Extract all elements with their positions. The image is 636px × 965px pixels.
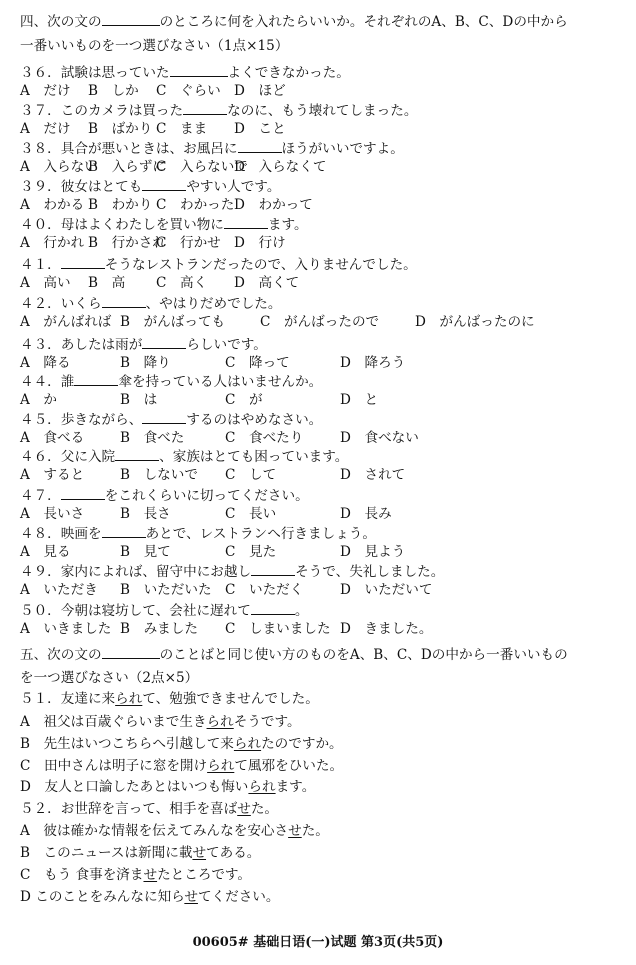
- answer-blank: [251, 564, 295, 576]
- q52-option-a: A 彼は確かな情報を伝えてみんなを安心させた。: [20, 823, 329, 839]
- question-stem: [20, 336, 267, 354]
- option-b: B いただいた: [120, 582, 212, 598]
- stem-text: なのに、もう壊れてしまった。: [227, 103, 418, 119]
- q52-option-b: B このニュースは新聞に載せてある。: [20, 845, 261, 861]
- option-c: C して: [225, 467, 277, 483]
- option-a: A 行かれ: [20, 235, 85, 251]
- stem-text: そうで、失礼しました。: [295, 564, 445, 580]
- answer-blank: [115, 449, 159, 461]
- option-c: C いただく: [225, 582, 304, 598]
- stem-text: ４８．映画を: [20, 526, 102, 542]
- question-stem: [20, 64, 350, 82]
- stem-text: 、やはりだめでした。: [145, 296, 282, 312]
- option-d: D ほど: [234, 83, 286, 99]
- option-b: B がんばっても: [120, 314, 226, 330]
- option-d: D されて: [340, 467, 406, 483]
- stem-text: ３６．試験は思っていた: [20, 65, 170, 81]
- option-a: A がんばれば: [20, 314, 112, 330]
- option-d: D と: [340, 392, 379, 408]
- option-a: A わかる: [20, 197, 85, 213]
- option-b: B しか: [88, 83, 139, 99]
- stem-text: ４９．家内によれば、留守中にお越し: [20, 564, 252, 580]
- option-c: C まま: [156, 121, 208, 137]
- option-a: A 食べる: [20, 430, 85, 446]
- stem-text: 。: [294, 603, 309, 619]
- option-b: B 食べた: [120, 430, 185, 446]
- q51-option-c: C 田中さんは明子に窓を開けられて風邪をひいた。: [20, 758, 344, 774]
- stem-text: らしいです。: [186, 337, 267, 353]
- answer-blank: [142, 337, 186, 349]
- option-b: B わかり: [88, 197, 153, 213]
- stem-text: ４３．あしたは雨が: [20, 337, 143, 353]
- answer-blank: [61, 257, 105, 269]
- answer-blank: [224, 217, 268, 229]
- option-a: A 降る: [20, 355, 71, 371]
- option-c: C しまいました: [225, 621, 331, 637]
- option-c: C ぐらい: [156, 83, 221, 99]
- option-d: D 見よう: [340, 544, 406, 560]
- option-c: C 見た: [225, 544, 277, 560]
- text: 五、次の文の: [20, 647, 102, 663]
- option-d: D 食べない: [340, 430, 419, 446]
- section4-header-line2: 一番いいものを一つ選びなさい（1点×15）: [20, 38, 289, 54]
- option-d: D 行け: [234, 235, 286, 251]
- question-stem: [20, 178, 280, 196]
- option-c: C 入らないで: [156, 159, 248, 175]
- option-b: B 長さ: [120, 506, 171, 522]
- option-d: D わかって: [234, 197, 313, 213]
- page-footer: 00605# 基础日语(一)试题 第3页(共5页): [192, 935, 444, 950]
- option-b: B 見て: [120, 544, 171, 560]
- option-d: D 降ろう: [340, 355, 406, 371]
- section5-header-line1: [20, 646, 568, 664]
- q52-option-d: D このことをみんなに知らせてください。: [20, 889, 280, 905]
- option-b: B 行かされ: [88, 235, 166, 251]
- question-stem: [20, 525, 376, 543]
- stem-text: ４２．いくら: [20, 296, 102, 312]
- question-stem: [20, 295, 282, 313]
- section4-header-line1: [20, 13, 568, 31]
- option-a: A か: [20, 392, 58, 408]
- option-d: D こと: [234, 121, 286, 137]
- question-stem: [20, 140, 404, 158]
- option-b: B しないで: [120, 467, 198, 483]
- question-stem: [20, 373, 322, 391]
- stem-text: ほうがいいですよ。: [281, 141, 404, 157]
- answer-blank: [142, 179, 186, 191]
- option-c: C が: [225, 392, 263, 408]
- stem-text: ３８．具合が悪いときは、お風呂に: [20, 141, 238, 157]
- option-b: B 降り: [120, 355, 171, 371]
- option-b: B 高: [88, 275, 126, 291]
- option-c: C 高く: [156, 275, 208, 291]
- option-a: A 高い: [20, 275, 71, 291]
- answer-blank: [142, 412, 186, 424]
- option-b: B ばかり: [88, 121, 153, 137]
- option-d: D いただいて: [340, 582, 433, 598]
- stem-text: ３９．彼女はとても: [20, 179, 143, 195]
- stem-text: ４１．: [20, 257, 61, 273]
- answer-blank: [251, 603, 295, 615]
- stem-text: やすい人です。: [186, 179, 281, 195]
- option-c: C わかった: [156, 197, 235, 213]
- q51-stem: ５１．友達に来られて、勉強できませんでした。: [20, 691, 319, 707]
- option-a: A いきました: [20, 621, 112, 637]
- stem-text: ます。: [267, 217, 308, 233]
- q51-option-a: A 祖父は百歳ぐらいまで生きられそうです。: [20, 714, 301, 730]
- stem-text: 傘を持っている人はいませんか。: [118, 374, 323, 390]
- option-d: D 長み: [340, 506, 392, 522]
- question-stem: [20, 602, 308, 620]
- question-stem: [20, 563, 444, 581]
- answer-blank: [183, 103, 227, 115]
- stem-text: ４０．母はよくわたしを買い物に: [20, 217, 224, 233]
- option-d: D がんばったのに: [415, 314, 535, 330]
- option-a: A すると: [20, 467, 85, 483]
- q52-option-c: C もう 食事を済ませたところです。: [20, 867, 252, 883]
- question-stem: [20, 448, 348, 466]
- section5-header-line2: を一つ選びなさい（2点×5）: [20, 670, 199, 686]
- stem-text: ４４．誰: [20, 374, 75, 390]
- option-a: A だけ: [20, 83, 71, 99]
- question-stem: [20, 487, 309, 505]
- question-stem: [20, 216, 308, 234]
- option-c: C 行かせ: [156, 235, 221, 251]
- text: のことばと同じ使い方のものをA、B、C、Dの中から一番いいもの: [159, 647, 568, 663]
- question-stem: [20, 256, 417, 274]
- option-c: C 長い: [225, 506, 277, 522]
- option-b: B 入らずに: [88, 159, 166, 175]
- answer-blank: [61, 488, 105, 500]
- option-a: A だけ: [20, 121, 71, 137]
- answer-blank: [74, 374, 118, 386]
- answer-blank: [102, 526, 146, 538]
- q51-option-d: D 友人と口論したあとはいつも悔いられます。: [20, 779, 316, 795]
- answer-blank: [102, 647, 160, 659]
- option-c: C がんばったので: [260, 314, 380, 330]
- question-stem: [20, 102, 417, 120]
- option-d: D 入らなくて: [234, 159, 327, 175]
- option-a: A 入らない: [20, 159, 98, 175]
- option-c: C 食べたり: [225, 430, 304, 446]
- answer-blank: [170, 65, 228, 77]
- answer-blank: [238, 141, 282, 153]
- text: 四、次の文の: [20, 14, 102, 30]
- option-b: B は: [120, 392, 158, 408]
- option-a: A 長いさ: [20, 506, 85, 522]
- stem-text: ５０．今朝は寝坊して、会社に遅れて: [20, 603, 251, 619]
- stem-text: をこれくらいに切ってください。: [104, 488, 309, 504]
- answer-blank: [102, 14, 160, 26]
- stem-text: よくできなかった。: [227, 65, 350, 81]
- stem-text: そうなレストランだったので、入りませんでした。: [104, 257, 417, 273]
- stem-text: 、家族はとても困っています。: [159, 449, 349, 465]
- stem-text: あとで、レストランへ行きましょう。: [145, 526, 376, 542]
- q51-option-b: B 先生はいつこちらへ引越して来られたのですか。: [20, 736, 343, 752]
- option-d: D 高くて: [234, 275, 300, 291]
- answer-blank: [102, 296, 146, 308]
- option-a: A いただき: [20, 582, 98, 598]
- option-a: A 見る: [20, 544, 71, 560]
- stem-text: ４６．父に入院: [20, 449, 116, 465]
- stem-text: ４５．歩きながら、: [20, 412, 143, 428]
- option-c: C 降って: [225, 355, 290, 371]
- option-b: B みました: [120, 621, 198, 637]
- stem-text: するのはやめなさい。: [186, 412, 323, 428]
- question-stem: [20, 411, 322, 429]
- stem-text: ４７．: [20, 488, 61, 504]
- stem-text: ３７．このカメラは買った: [20, 103, 184, 119]
- q52-stem: ５２．お世辞を言って、相手を喜ばせた。: [20, 801, 279, 817]
- option-d: D きました。: [340, 621, 433, 637]
- text: のところに何を入れたらいいか。それぞれのA、B、C、Dの中から: [159, 14, 568, 30]
